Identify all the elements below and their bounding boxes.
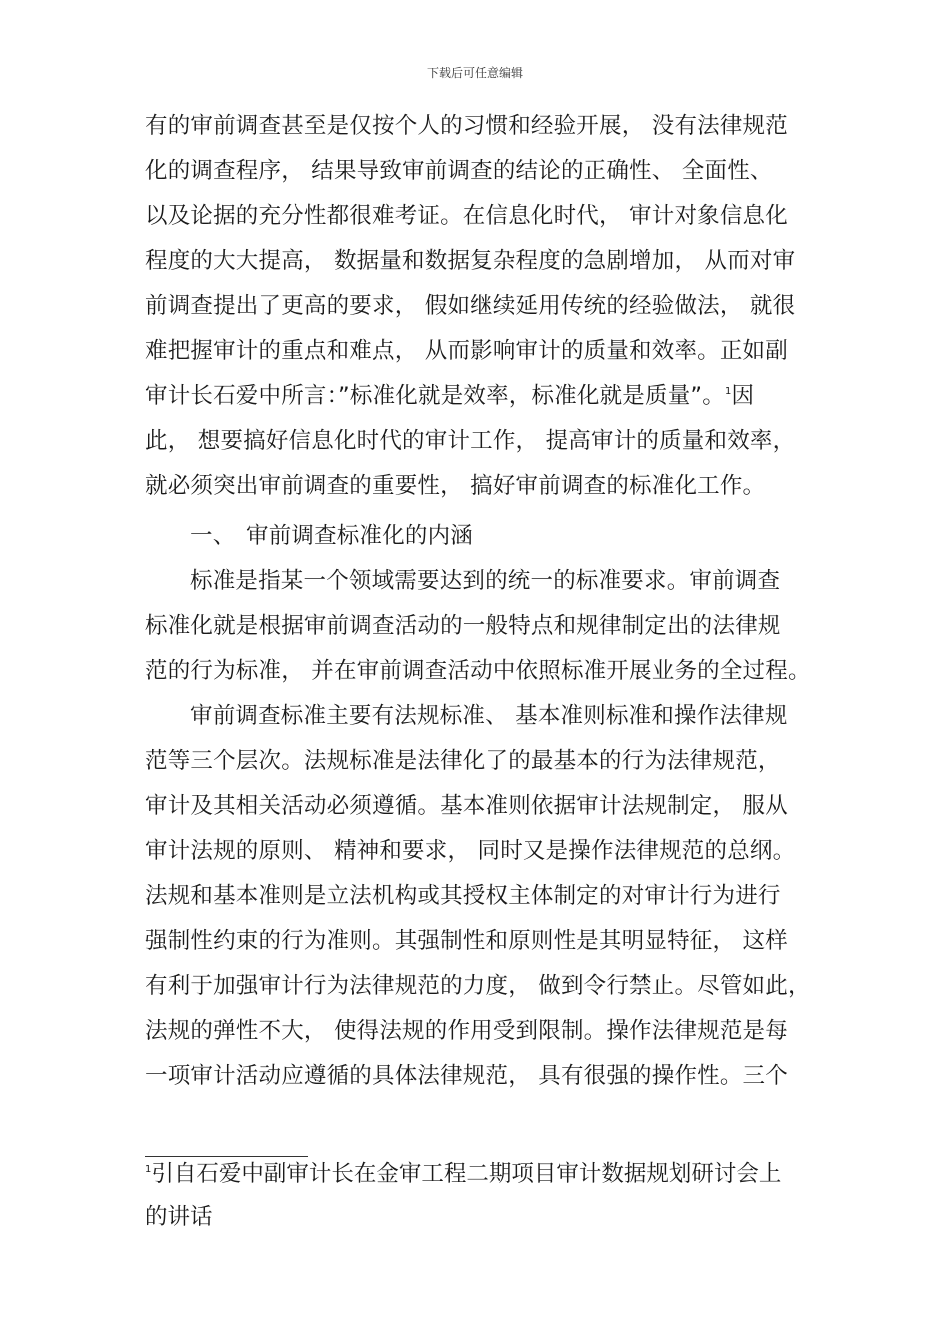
- body-line: 标准是指某一个领域需要达到的统一的标准要求。审前调查: [190, 568, 781, 594]
- body-line: 有利于加强审计行为法律规范的力度， 做到令行禁止。尽管如此，: [145, 973, 811, 999]
- footnote-reference[interactable]: 1: [724, 386, 732, 397]
- body-line: 前调查提出了更高的要求， 假如继续延用传统的经验做法， 就很: [145, 293, 796, 319]
- footnote-line: [145, 1152, 810, 1197]
- body-line: 一项审计活动应遵循的具体法律规范， 具有很强的操作性。三个: [145, 1063, 788, 1089]
- body-line: 审计及其相关活动必须遵循。基本准则依据审计法规制定， 服从: [145, 793, 788, 819]
- page-header: 下载后可任意编辑: [426, 66, 523, 80]
- body-line: 标准化就是根据审前调查活动的一般特点和规律制定出的法律规: [145, 613, 781, 639]
- footnote-mark: 1: [145, 1164, 152, 1175]
- body-line: 法规和基本准则是立法机构或其授权主体制定的对审计行为进行: [145, 883, 781, 909]
- section-heading: [190, 514, 810, 559]
- body-line: 审前调查标准主要有法规标准、 基本准则标准和操作法律规: [190, 703, 788, 729]
- body-line: 强制性约束的行为准则。其强制性和原则性是其明显特征， 这样: [145, 928, 788, 954]
- body-line: 法规的弹性不大， 使得法规的作用受到限制。操作法律规范是每: [145, 1018, 788, 1044]
- body-line: 范的行为标准， 并在审前调查活动中依照标准开展业务的全过程。: [145, 658, 811, 684]
- body-line: 以及论据的充分性都很难考证。在信息化时代， 审计对象信息化: [145, 203, 788, 229]
- body-text: 因: [731, 383, 755, 409]
- body-text: 审计长石爱中所言：”标准化就是效率，标准化就是质量”。: [145, 383, 725, 409]
- footnote-line: 的讲话: [145, 1204, 213, 1230]
- body-line: 程度的大大提高， 数据量和数据复杂程度的急剧增加， 从而对审: [145, 248, 796, 274]
- body-line: 范等三个层次。法规标准是法律化了的最基本的行为法律规范，: [145, 748, 781, 774]
- section-number: 一、: [190, 523, 236, 549]
- section-title: 审前调查标准化的内涵: [246, 523, 474, 549]
- body-line: 此， 想要搞好信息化时代的审计工作， 提高审计的质量和效率，: [145, 428, 796, 454]
- body-line: 化的调查程序， 结果导致审前调查的结论的正确性、 全面性、: [145, 158, 773, 184]
- body-line: 有的审前调查甚至是仅按个人的习惯和经验开展， 没有法律规范: [145, 113, 788, 139]
- body-line: 就必须突出审前调查的重要性， 搞好审前调查的标准化工作。: [145, 473, 766, 499]
- body-line: 难把握审计的重点和难点， 从而影响审计的质量和效率。正如副: [145, 338, 788, 364]
- footnote-text: 引自石爱中副审计长在金审工程二期项目审计数据规划研讨会上: [151, 1161, 782, 1187]
- body-line: 审计法规的原则、 精神和要求， 同时又是操作法律规范的总纲。: [145, 838, 796, 864]
- body-line-with-footnote: [145, 374, 810, 419]
